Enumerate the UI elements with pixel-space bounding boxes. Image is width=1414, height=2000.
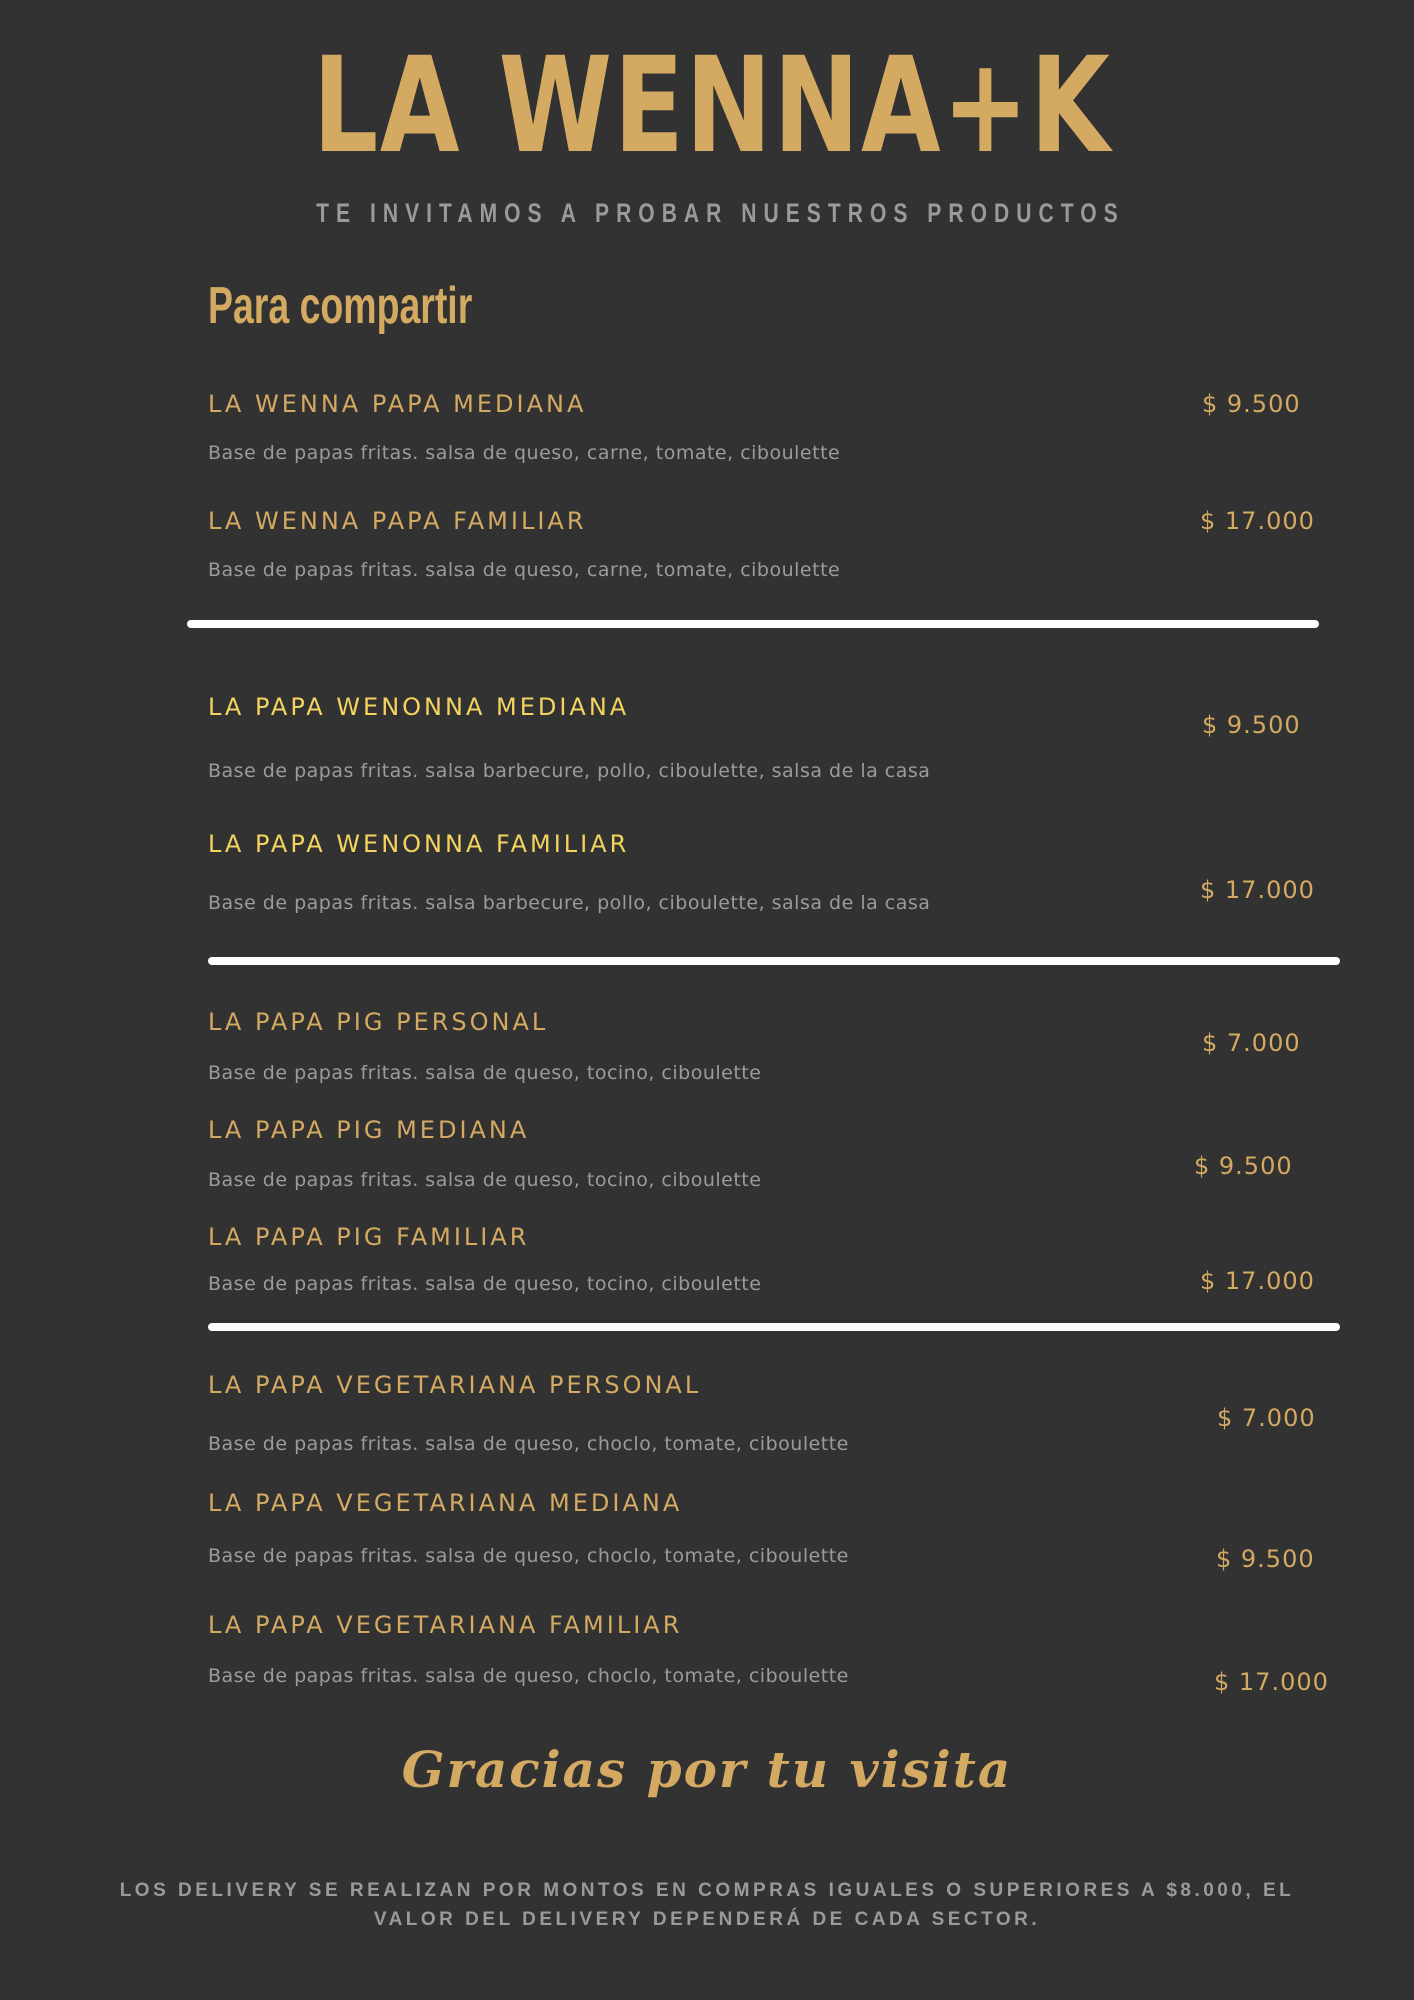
- menu-item-price: $ 9.500: [1202, 711, 1301, 739]
- delivery-note-line: VALOR DEL DELIVERY DEPENDERÁ DE CADA SECTOR.: [373, 1909, 1041, 1930]
- section-divider: [208, 1323, 1340, 1331]
- menu-item-name: LA PAPA PIG PERSONAL: [208, 1008, 549, 1036]
- menu-item-name: LA PAPA VEGETARIANA PERSONAL: [208, 1371, 702, 1399]
- menu-item-price: $ 17.000: [1214, 1668, 1329, 1696]
- menu-item-name: LA PAPA PIG MEDIANA: [208, 1116, 530, 1144]
- menu-item-description: Base de papas fritas. salsa barbecure, pollo, ciboulette, salsa de la casa: [208, 892, 931, 914]
- menu-item-price: $ 17.000: [1200, 1267, 1315, 1295]
- delivery-note: [0, 1876, 1414, 1934]
- menu-item-price: $ 17.000: [1200, 507, 1315, 535]
- section-title: Para compartir: [208, 277, 473, 335]
- menu-item-price: $ 9.500: [1216, 1545, 1315, 1573]
- menu-item-name: LA WENNA PAPA FAMILIAR: [208, 507, 587, 535]
- menu-item-name: LA PAPA VEGETARIANA MEDIANA: [208, 1489, 683, 1517]
- brand-logo: LA WENNA+K: [312, 29, 1112, 183]
- menu-item-description: Base de papas fritas. salsa de queso, tocino, ciboulette: [208, 1169, 762, 1191]
- menu-item-description: Base de papas fritas. salsa de queso, carne, tomate, ciboulette: [208, 559, 841, 581]
- menu-item-price: $ 9.500: [1202, 390, 1301, 418]
- section-divider: [208, 957, 1340, 965]
- menu-item-price: $ 9.500: [1194, 1152, 1293, 1180]
- tagline: TE INVITAMOS A PROBAR NUESTROS PRODUCTOS: [316, 198, 1125, 228]
- menu-item-name: LA PAPA WENONNA MEDIANA: [208, 693, 630, 721]
- menu-item-description: Base de papas fritas. salsa de queso, choclo, tomate, ciboulette: [208, 1433, 849, 1455]
- menu-item-description: Base de papas fritas. salsa de queso, tocino, ciboulette: [208, 1062, 762, 1084]
- menu-item-description: Base de papas fritas. salsa de queso, carne, tomate, ciboulette: [208, 442, 841, 464]
- menu-item-name: LA PAPA VEGETARIANA FAMILIAR: [208, 1611, 683, 1639]
- delivery-note-line: LOS DELIVERY SE REALIZAN POR MONTOS EN COMPRAS IGUALES O SUPERIORES A $8.000, EL: [119, 1880, 1295, 1901]
- menu-item-price: $ 7.000: [1202, 1029, 1301, 1057]
- menu-item-price: $ 7.000: [1217, 1404, 1316, 1432]
- menu-item-description: Base de papas fritas. salsa de queso, tocino, ciboulette: [208, 1273, 762, 1295]
- menu-item-description: Base de papas fritas. salsa barbecure, pollo, ciboulette, salsa de la casa: [208, 760, 931, 782]
- menu-item-name: LA WENNA PAPA MEDIANA: [208, 390, 587, 418]
- menu-item-description: Base de papas fritas. salsa de queso, choclo, tomate, ciboulette: [208, 1665, 849, 1687]
- menu-item-price: $ 17.000: [1200, 876, 1315, 904]
- menu-item-name: LA PAPA WENONNA FAMILIAR: [208, 830, 630, 858]
- thank-you-message: Gracias por tu visita: [401, 1740, 1013, 1799]
- menu-item-description: Base de papas fritas. salsa de queso, choclo, tomate, ciboulette: [208, 1545, 849, 1567]
- menu-item-name: LA PAPA PIG FAMILIAR: [208, 1223, 530, 1251]
- section-divider: [187, 620, 1319, 628]
